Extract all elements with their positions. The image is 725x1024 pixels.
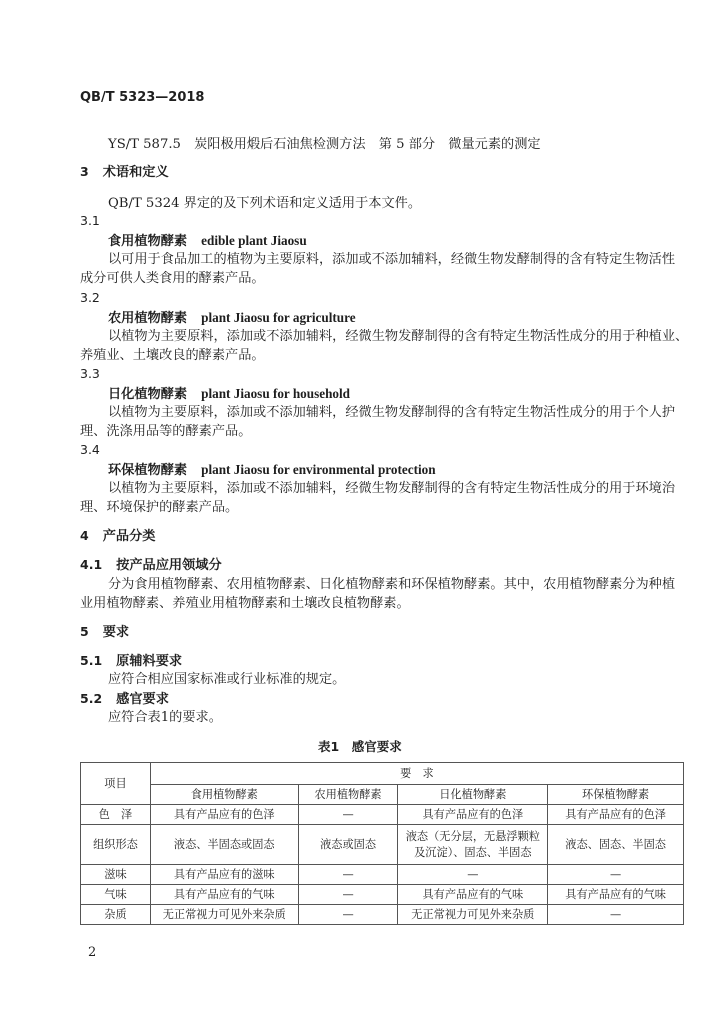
term-definition: 以植物为主要原料，添加或不添加辅料，经微生物发酵制得的含有特定生物活性成分的用于个人护 — [108, 405, 676, 420]
paragraph: 分为食用植物酵素、农用植物酵素、日化植物酵素和环保植物酵素。其中，农用植物酵素分为种植 — [108, 577, 676, 592]
cell: — — [298, 805, 398, 825]
cell: — — [548, 905, 684, 925]
term-number: 3.4 — [80, 442, 100, 457]
subheader-cell: 食用植物酵素 — [150, 785, 298, 805]
subheader-cell: 农用植物酵素 — [298, 785, 398, 805]
document-code-header: QB/T 5323—2018 — [80, 90, 205, 105]
term-title — [108, 231, 307, 251]
table-row — [81, 825, 684, 865]
term-number: 3.2 — [80, 290, 100, 305]
term-en: plant Jiaosu for agriculture — [201, 310, 356, 325]
term-definition-cont: 理、环境保护的酵素产品。 — [80, 500, 239, 515]
row-item: 色 泽 — [81, 805, 151, 825]
section-number: 3 — [80, 164, 89, 179]
cell-line: 及沉淀）、固态、半固态 — [414, 845, 532, 859]
cell: — — [548, 865, 684, 885]
cell: — — [298, 905, 398, 925]
term-cn: 环保植物酵素 — [108, 463, 188, 478]
term-definition: 以可用于食品加工的植物为主要原料，添加或不添加辅料，经微生物发酵制得的含有特定生物活性 — [108, 252, 676, 267]
cell: 具有产品应有的色泽 — [398, 805, 548, 825]
normative-reference-line: YS/T 587.5 炭阳极用煅后石油焦检测方法 第 5 部分 微量元素的测定 — [108, 137, 541, 152]
subsection-number: 4.1 — [80, 557, 103, 572]
table-header-row — [81, 763, 684, 785]
section-number: 5 — [80, 624, 89, 639]
paragraph: 应符合表1的要求。 — [108, 710, 222, 725]
sensory-requirements-table — [80, 762, 684, 925]
term-definition-cont: 理、洗涤用品等的酵素产品。 — [80, 424, 252, 439]
section-5-heading — [80, 622, 129, 642]
subsection-5-2-heading — [80, 689, 169, 709]
paragraph: 应符合相应国家标准或行业标准的规定。 — [108, 672, 346, 687]
cell: 无正常视力可见外来杂质 — [398, 905, 548, 925]
section-number: 4 — [80, 528, 89, 543]
section-title: 要求 — [102, 625, 130, 640]
table-row — [81, 865, 684, 885]
subsection-title: 感官要求 — [116, 692, 169, 707]
term-definition-cont: 养殖业、土壤改良的酵素产品。 — [80, 348, 265, 363]
section-3-heading — [80, 162, 169, 182]
cell: — — [398, 865, 548, 885]
cell: 具有产品应有的气味 — [548, 885, 684, 905]
term-definition: 以植物为主要原料，添加或不添加辅料，经微生物发酵制得的含有特定生物活性成分的用于种植业、 — [108, 329, 689, 344]
row-item: 滋味 — [81, 865, 151, 885]
term-cn: 日化植物酵素 — [108, 387, 188, 402]
term-title — [108, 308, 356, 328]
subsection-title: 按产品应用领域分 — [116, 558, 222, 573]
subsection-4-1-heading — [80, 555, 222, 575]
table-row — [81, 805, 684, 825]
cell: 具有产品应有的气味 — [150, 885, 298, 905]
cell: 液态或固态 — [298, 825, 398, 865]
cell: 具有产品应有的色泽 — [150, 805, 298, 825]
subheader-cell: 环保植物酵素 — [548, 785, 684, 805]
cell: — — [298, 885, 398, 905]
subsection-number: 5.2 — [80, 691, 103, 706]
cell: 液态、半固态或固态 — [150, 825, 298, 865]
term-number: 3.3 — [80, 366, 100, 381]
term-definition-cont: 成分可供人类食用的酵素产品。 — [80, 271, 265, 286]
cell: — — [298, 865, 398, 885]
row-item: 组织形态 — [81, 825, 151, 865]
paragraph-cont: 业用植物酵素、养殖业用植物酵素和土壤改良植物酵素。 — [80, 596, 410, 611]
table-subheader-row — [81, 785, 684, 805]
term-en: plant Jiaosu for environmental protection — [201, 462, 436, 477]
table-caption: 表1 感官要求 — [318, 739, 402, 754]
cell: 具有产品应有的色泽 — [548, 805, 684, 825]
term-definition: 以植物为主要原料，添加或不添加辅料，经微生物发酵制得的含有特定生物活性成分的用于环境治 — [108, 481, 676, 496]
header-requirements: 要 求 — [150, 763, 683, 785]
term-en: plant Jiaosu for household — [201, 386, 351, 401]
section-title: 术语和定义 — [102, 165, 169, 180]
section-3-intro: QB/T 5324 界定的及下列术语和定义适用于本文件。 — [108, 196, 422, 211]
section-title: 产品分类 — [102, 529, 156, 544]
cell — [398, 825, 548, 865]
subsection-5-1-heading — [80, 651, 182, 671]
term-title — [108, 384, 350, 404]
page-number: 2 — [88, 945, 97, 960]
term-title — [108, 460, 436, 480]
cell: 无正常视力可见外来杂质 — [150, 905, 298, 925]
term-cn: 农用植物酵素 — [108, 311, 188, 326]
term-number: 3.1 — [80, 213, 100, 228]
cell-line: 液态（无分层，无悬浮颗粒 — [405, 829, 540, 843]
term-cn: 食用植物酵素 — [108, 234, 188, 249]
table-row — [81, 905, 684, 925]
term-en: edible plant Jiaosu — [201, 233, 307, 248]
section-4-heading — [80, 526, 155, 546]
header-item: 项目 — [81, 763, 151, 805]
row-item: 杂质 — [81, 905, 151, 925]
cell: 具有产品应有的气味 — [398, 885, 548, 905]
cell: 液态、固态、半固态 — [548, 825, 684, 865]
subsection-number: 5.1 — [80, 653, 103, 668]
subsection-title: 原辅料要求 — [116, 654, 183, 669]
row-item: 气味 — [81, 885, 151, 905]
table-row — [81, 885, 684, 905]
cell: 具有产品应有的滋味 — [150, 865, 298, 885]
subheader-cell: 日化植物酵素 — [398, 785, 548, 805]
